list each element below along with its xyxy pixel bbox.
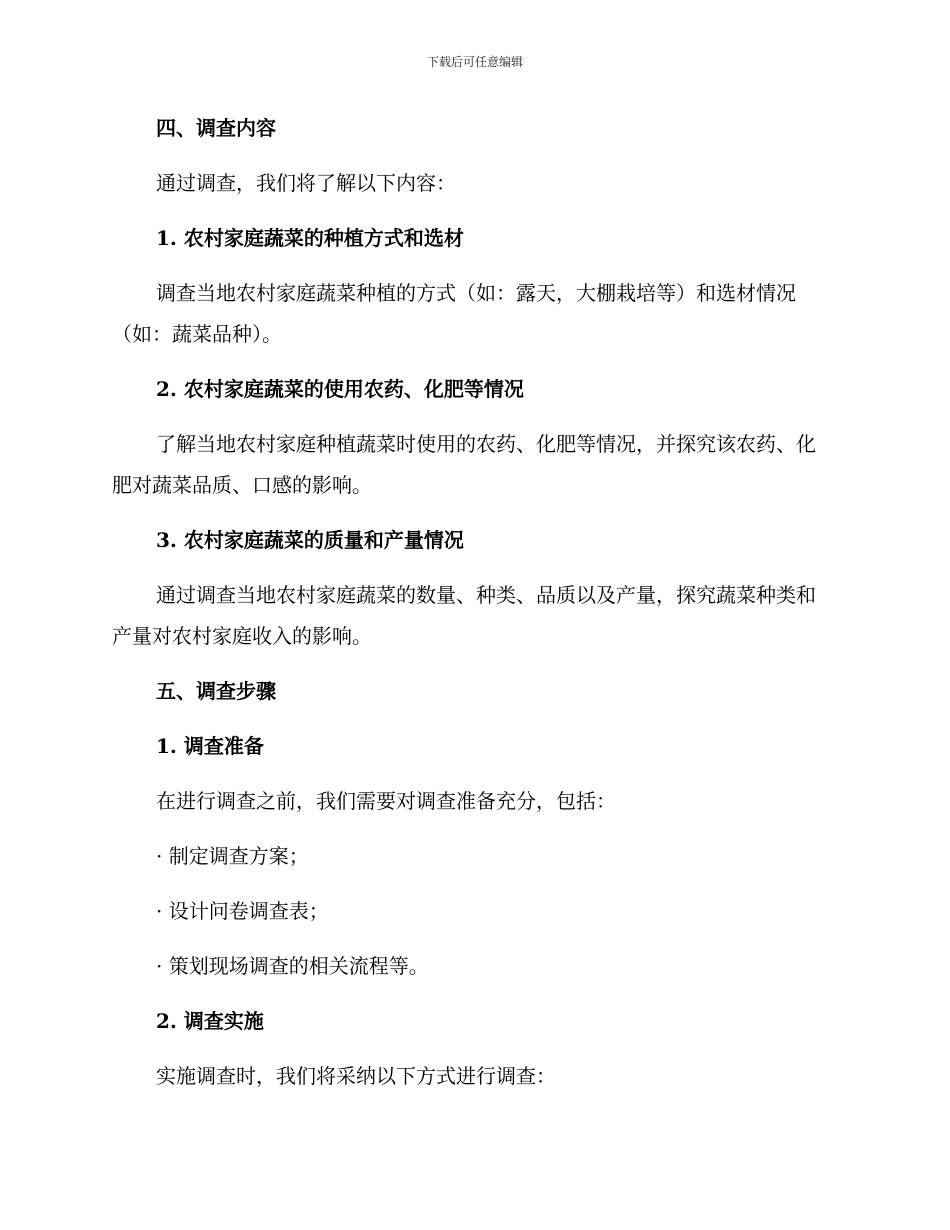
bullet-item: · 设计问卷调查表；: [156, 899, 329, 923]
section-heading: 四、调查内容: [156, 116, 276, 140]
bullet-item: · 策划现场调查的相关流程等。: [156, 954, 429, 978]
paragraph: 调查当地农村家庭蔬菜种植的方式（如：露天，大棚栽培等）和选材情况（如：蔬菜品种）。: [112, 281, 796, 346]
paragraph: 了解当地农村家庭种植蔬菜时使用的农药、化肥等情况，并探究该农药、化肥对蔬菜品质、口感的影响。: [112, 432, 816, 497]
bullet-item: · 制定调查方案；: [156, 844, 309, 868]
section-heading: 五、调查步骤: [156, 679, 276, 703]
subsection-heading: 1. 调查准备: [156, 734, 264, 758]
document-body: [112, 108, 832, 1111]
page-header: 下载后可任意编辑: [426, 55, 523, 69]
paragraph: 实施调查时，我们将采纳以下方式进行调查：: [156, 1064, 556, 1088]
subsection-heading: 1. 农村家庭蔬菜的种植方式和选材: [156, 226, 464, 250]
subsection-heading: 3. 农村家庭蔬菜的质量和产量情况: [156, 528, 464, 552]
paragraph: 通过调查当地农村家庭蔬菜的数量、种类、品质以及产量，探究蔬菜种类和产量对农村家庭收入的影响。: [112, 583, 816, 648]
paragraph: 通过调查，我们将了解以下内容：: [156, 171, 456, 195]
subsection-heading: 2. 调查实施: [156, 1009, 264, 1033]
paragraph: 在进行调查之前，我们需要对调查准备充分，包括：: [156, 789, 616, 813]
subsection-heading: 2. 农村家庭蔬菜的使用农药、化肥等情况: [156, 377, 524, 401]
